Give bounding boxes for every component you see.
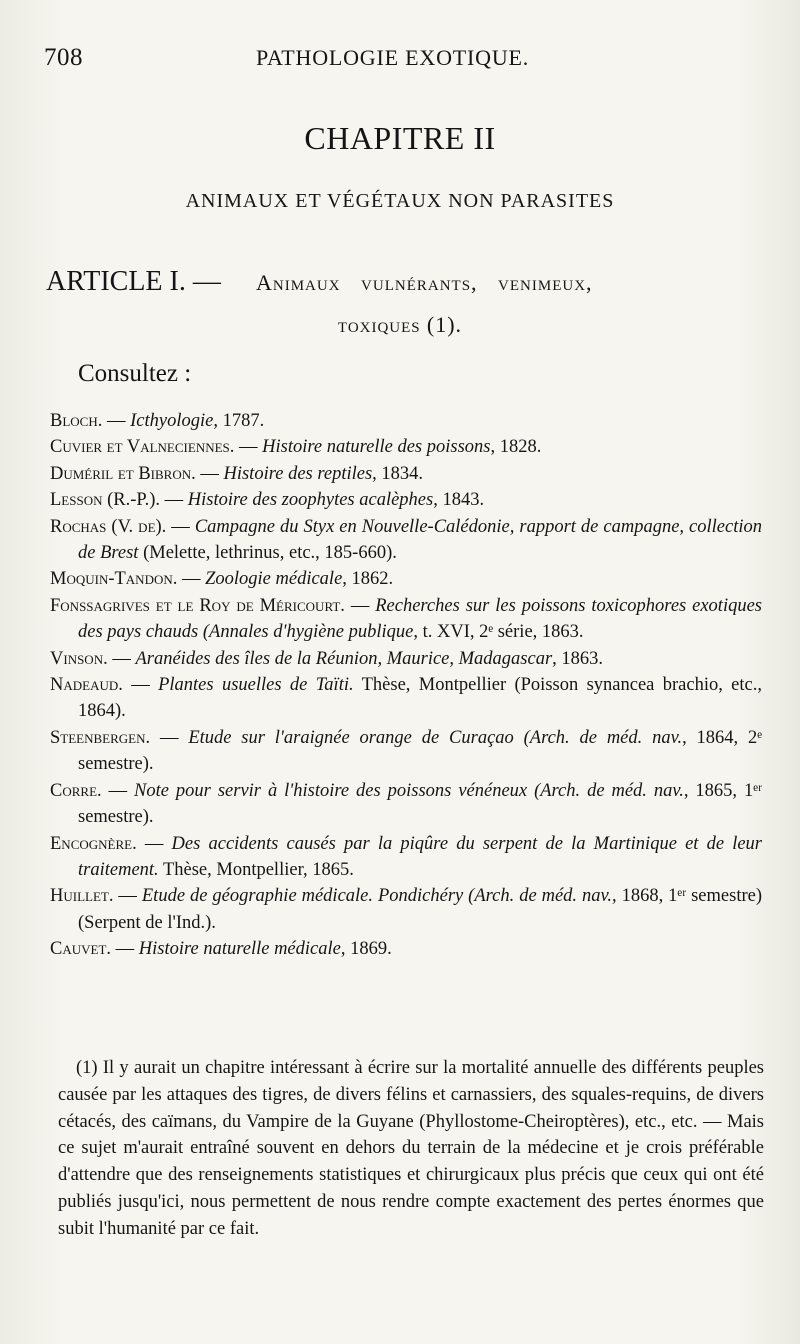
bibliography-entry [50,646,762,672]
entry-author: Vinson. [50,648,108,669]
bibliography-entry [50,514,762,567]
entry-author: Cauvet. [50,939,112,960]
entry-author: Cuvier et Valneciennes. [50,437,235,458]
entry-separator: — [136,833,172,854]
page-header [44,44,760,80]
footnote-reference: (1). [426,312,463,337]
bibliography-entry [50,434,762,460]
entry-title: Des accidents causés par la piqûre du serpent de la Martinique et de leur traitement. [78,833,763,880]
entry-title: Histoire des reptiles [223,463,373,484]
bibliography-entry [50,566,762,592]
entry-title: Note pour servir à l'histoire des poissons vénéneux (Arch. de méd. nav. [134,780,684,801]
consult-heading: Consultez : [78,360,192,387]
entry-author: Corre. [50,780,102,801]
entry-separator: — [166,516,195,537]
entry-details: , 1865, 1ᵉʳ semestre). [78,780,762,828]
entry-author: Bloch. [50,411,103,431]
article-title-line2: toxiques [337,313,421,337]
article-title-continued [0,312,800,338]
entry-author: Huillet. [50,886,114,907]
entry-title: Etude sur l'araignée orange de Curaçao (Arch. de méd. nav. [188,727,683,748]
entry-separator: — [102,411,131,431]
entry-details: , 1843. [433,490,485,511]
entry-author: Nadeaud. [50,675,123,696]
entry-details: , 1863. [552,648,604,669]
chapter-title: CHAPITRE II [304,120,496,156]
entry-separator: — [177,569,206,590]
bibliography-entry [50,487,762,513]
entry-title: Histoire naturelle des poissons [262,437,491,458]
entry-details: Thèse, Montpellier, 1865. [158,859,354,880]
entry-title: Etude de géographie médicale. Pondichéry (Arch. de méd. nav. [141,886,612,907]
entry-separator: — [150,727,189,748]
entry-separator: — [195,463,224,484]
bibliography-entry [50,778,762,831]
bibliography-entry [50,831,762,884]
bibliography-entry [50,593,762,646]
running-title: PATHOLOGIE EXOTIQUE. [256,45,530,70]
entry-details: Thèse, Montpellier (Poisson synancea brachio, etc., 1864). [78,675,762,722]
bibliography-entry [50,672,762,725]
entry-title: Histoire des zoophytes acalèphes [187,490,434,511]
entry-author: Steenbergen. [50,727,151,748]
entry-title: Icthyologie [130,411,214,431]
entry-title: Campagne du Styx en Nouvelle-Calédonie, rapport de campagne, collection de Brest [78,516,762,564]
entry-title: Zoologie médicale [205,569,343,590]
entry-separator: — [344,595,376,616]
entry-title: Histoire naturelle médicale [138,939,341,960]
entry-separator: — [113,886,142,907]
entry-author: Encognère. [50,833,137,854]
entry-details: , 1834. [372,463,424,484]
article-title: Animaux vulnérants, venimeux, [256,270,593,295]
entry-details: , 1862. [342,569,394,590]
entry-separator: — [101,780,135,801]
bibliography-list [50,408,762,963]
footnote: (1) Il y aurait un chapitre intéressant à écrire sur la mortalité annuelle des différents peuples causée par les attaques des tigres, de divers félins et carnassiers, des squales-requins, de divers cétacés, des caïmans, du Vampire de la Guyane (Phyllostome-Cheiroptères), etc., etc. — Mais ce sujet m'aurait entraîné souvent en dehors du terrain de la médecine et je crois préférable d'attendre que des renseignements statistiques et chirurgicaux plus précis que ceux qui ont été publiés jusqu'ici, nous permettent de nous rendre compte exactement des pertes énormes que subit l'humanité par ce fait. [58,1058,764,1239]
bibliography-entry [50,408,762,434]
entry-author: Duméril et Bibron. [50,463,196,484]
entry-title: Aranéides des îles de la Réunion, Maurice, Madagascar [135,648,553,669]
article-heading [46,266,770,308]
entry-separator: — [111,939,139,960]
entry-title: Plantes usuelles de Taïti. [158,675,354,696]
entry-details: , 1828. [490,437,542,458]
bibliography-entry [50,883,762,936]
bibliography-entry [50,936,762,962]
entry-title: Recherches sur les poissons toxicophores exotiques des pays chauds (Annales d'hygiène publique [78,595,762,643]
bibliography-entry [50,725,762,778]
entry-details: (Melette, lethrinus, etc., 185-660). [138,543,397,564]
entry-details: , t. XVI, 2ᵉ série, 1863. [413,622,584,643]
entry-separator: — [107,648,136,669]
entry-author: Fonssagrives et le Roy de Méricourt. [50,595,345,616]
entry-separator: — [122,675,159,696]
chapter-subtitle: ANIMAUX ET VÉGÉTAUX NON PARASITES [185,190,615,212]
bibliography-entry [50,461,762,487]
page-number: 708 [44,44,83,71]
entry-author: Lesson (R.-P.). [50,490,161,511]
article-label: ARTICLE I. — [46,266,221,297]
entry-details: , 1868, 1ᵉʳ semestre) (Serpent de l'Ind.). [78,886,762,933]
entry-author: Rochas (V. de). [50,516,167,537]
entry-separator: — [160,490,188,511]
entry-author: Moquin-Tandon. [50,569,178,590]
entry-details: , 1787. [213,411,265,431]
entry-separator: — [234,437,263,458]
entry-details: , 1869. [340,939,392,960]
entry-details: , 1864, 2ᵉ semestre). [78,727,762,775]
